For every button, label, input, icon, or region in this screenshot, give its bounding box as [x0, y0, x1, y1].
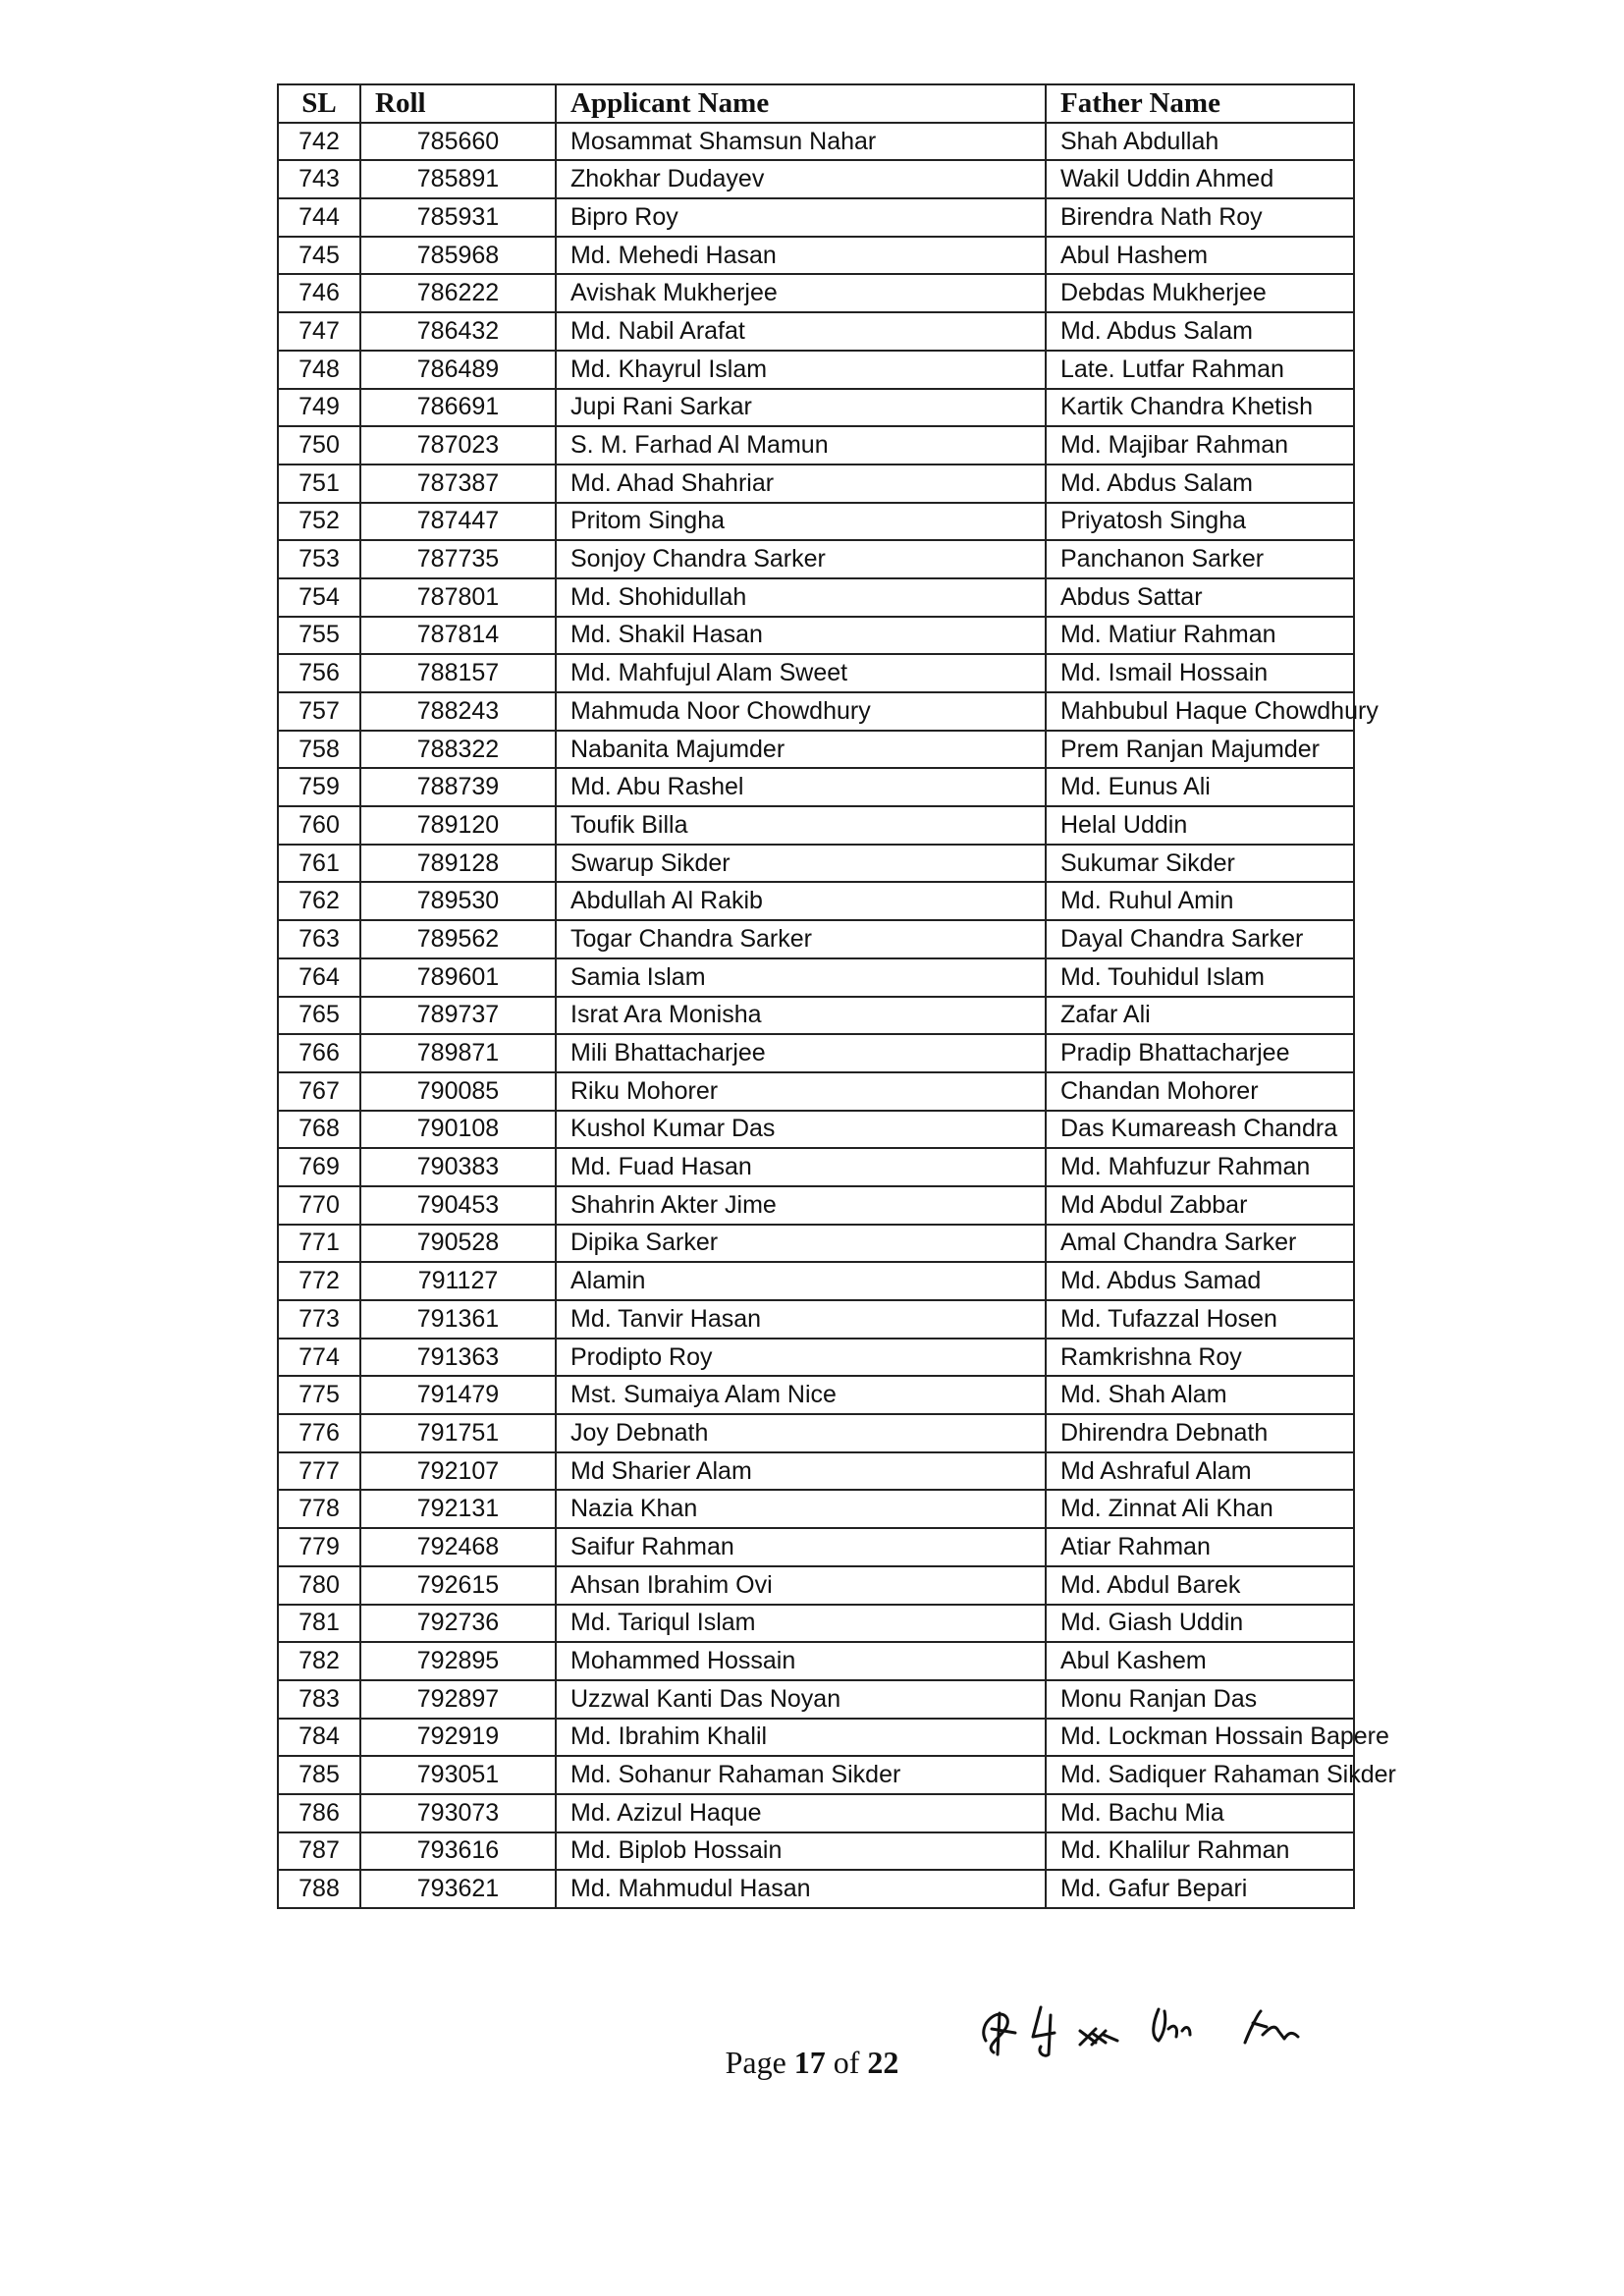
- cell-roll: 786489: [360, 351, 556, 389]
- cell-father-name: Abdus Sattar: [1046, 578, 1354, 617]
- cell-sl: 782: [278, 1642, 360, 1680]
- cell-sl: 750: [278, 426, 360, 465]
- cell-roll: 787387: [360, 465, 556, 503]
- cell-sl: 787: [278, 1832, 360, 1871]
- cell-applicant-name: Md Sharier Alam: [556, 1452, 1046, 1491]
- cell-applicant-name: Md. Abu Rashel: [556, 768, 1046, 806]
- table-row: [278, 503, 1354, 541]
- cell-roll: 792736: [360, 1605, 556, 1643]
- cell-sl: 742: [278, 123, 360, 161]
- table-row: [278, 426, 1354, 465]
- cell-roll: 787801: [360, 578, 556, 617]
- cell-sl: 756: [278, 654, 360, 692]
- cell-applicant-name: Nabanita Majumder: [556, 731, 1046, 769]
- cell-roll: 786222: [360, 274, 556, 312]
- cell-roll: 792468: [360, 1528, 556, 1566]
- cell-father-name: Debdas Mukherjee: [1046, 274, 1354, 312]
- table-row: [278, 1186, 1354, 1225]
- cell-applicant-name: Uzzwal Kanti Das Noyan: [556, 1680, 1046, 1719]
- cell-father-name: Md. Ruhul Amin: [1046, 882, 1354, 920]
- cell-father-name: Priyatosh Singha: [1046, 503, 1354, 541]
- header-applicant-name: Applicant Name: [556, 84, 1046, 123]
- cell-applicant-name: Md. Fuad Hasan: [556, 1148, 1046, 1186]
- table-row: [278, 654, 1354, 692]
- cell-sl: 758: [278, 731, 360, 769]
- cell-father-name: Md. Abdul Barek: [1046, 1566, 1354, 1605]
- page-word: Page: [725, 2045, 786, 2080]
- cell-roll: 785968: [360, 237, 556, 275]
- cell-sl: 765: [278, 997, 360, 1035]
- cell-sl: 743: [278, 160, 360, 198]
- cell-applicant-name: Mili Bhattacharjee: [556, 1034, 1046, 1072]
- table-row: [278, 768, 1354, 806]
- page-footer: [0, 2045, 1624, 2081]
- table-row: [278, 540, 1354, 578]
- cell-roll: 787814: [360, 617, 556, 655]
- cell-father-name: Md Ashraful Alam: [1046, 1452, 1354, 1491]
- cell-father-name: Md. Abdus Salam: [1046, 312, 1354, 351]
- cell-roll: 792615: [360, 1566, 556, 1605]
- table-row: [278, 958, 1354, 997]
- cell-applicant-name: Md. Mehedi Hasan: [556, 237, 1046, 275]
- table-row: [278, 1756, 1354, 1794]
- cell-roll: 792107: [360, 1452, 556, 1491]
- cell-applicant-name: Israt Ara Monisha: [556, 997, 1046, 1035]
- cell-sl: 761: [278, 845, 360, 883]
- table-row: [278, 692, 1354, 731]
- cell-father-name: Panchanon Sarker: [1046, 540, 1354, 578]
- cell-applicant-name: Swarup Sikder: [556, 845, 1046, 883]
- signature-4: [1154, 2009, 1190, 2041]
- table-row: [278, 845, 1354, 883]
- cell-sl: 777: [278, 1452, 360, 1491]
- cell-roll: 789562: [360, 920, 556, 958]
- cell-roll: 789601: [360, 958, 556, 997]
- cell-sl: 773: [278, 1300, 360, 1339]
- cell-applicant-name: Md. Ahad Shahriar: [556, 465, 1046, 503]
- cell-sl: 760: [278, 806, 360, 845]
- table-row: [278, 1566, 1354, 1605]
- cell-roll: 785660: [360, 123, 556, 161]
- cell-applicant-name: Kushol Kumar Das: [556, 1111, 1046, 1149]
- cell-roll: 789737: [360, 997, 556, 1035]
- table-row: [278, 1719, 1354, 1757]
- cell-applicant-name: Md. Sohanur Rahaman Sikder: [556, 1756, 1046, 1794]
- cell-father-name: Amal Chandra Sarker: [1046, 1225, 1354, 1263]
- applicant-table: [277, 83, 1396, 1909]
- table-row: [278, 1072, 1354, 1111]
- cell-applicant-name: Samia Islam: [556, 958, 1046, 997]
- cell-applicant-name: Md. Azizul Haque: [556, 1794, 1046, 1832]
- cell-applicant-name: Pritom Singha: [556, 503, 1046, 541]
- header-sl: SL: [278, 84, 360, 123]
- cell-father-name: Md. Abdus Salam: [1046, 465, 1354, 503]
- cell-roll: 786432: [360, 312, 556, 351]
- cell-roll: 792919: [360, 1719, 556, 1757]
- table-row: [278, 1870, 1354, 1908]
- cell-applicant-name: S. M. Farhad Al Mamun: [556, 426, 1046, 465]
- cell-father-name: Dhirendra Debnath: [1046, 1414, 1354, 1452]
- cell-applicant-name: Mohammed Hossain: [556, 1642, 1046, 1680]
- cell-sl: 747: [278, 312, 360, 351]
- cell-applicant-name: Md. Nabil Arafat: [556, 312, 1046, 351]
- cell-father-name: Md. Khalilur Rahman: [1046, 1832, 1354, 1871]
- table-row: [278, 617, 1354, 655]
- cell-sl: 752: [278, 503, 360, 541]
- table-row: [278, 1148, 1354, 1186]
- cell-applicant-name: Md. Tanvir Hasan: [556, 1300, 1046, 1339]
- table-row: [278, 1034, 1354, 1072]
- cell-applicant-name: Md. Biplob Hossain: [556, 1832, 1046, 1871]
- cell-father-name: Das Kumareash Chandra: [1046, 1111, 1354, 1149]
- cell-applicant-name: Togar Chandra Sarker: [556, 920, 1046, 958]
- cell-applicant-name: Zhokhar Dudayev: [556, 160, 1046, 198]
- cell-sl: 763: [278, 920, 360, 958]
- table-row: [278, 1680, 1354, 1719]
- table-row: [278, 1642, 1354, 1680]
- cell-roll: 788157: [360, 654, 556, 692]
- cell-father-name: Md. Touhidul Islam: [1046, 958, 1354, 997]
- table-row: [278, 997, 1354, 1035]
- cell-roll: 787735: [360, 540, 556, 578]
- cell-sl: 786: [278, 1794, 360, 1832]
- cell-roll: 790108: [360, 1111, 556, 1149]
- cell-sl: 780: [278, 1566, 360, 1605]
- cell-father-name: Md. Sadiquer Rahaman Sikder: [1046, 1756, 1354, 1794]
- cell-roll: 792895: [360, 1642, 556, 1680]
- cell-father-name: Md. Giash Uddin: [1046, 1605, 1354, 1643]
- table-row: [278, 465, 1354, 503]
- cell-father-name: Prem Ranjan Majumder: [1046, 731, 1354, 769]
- cell-roll: 791751: [360, 1414, 556, 1452]
- cell-father-name: Late. Lutfar Rahman: [1046, 351, 1354, 389]
- cell-roll: 785931: [360, 198, 556, 237]
- cell-applicant-name: Md. Ibrahim Khalil: [556, 1719, 1046, 1757]
- of-word: of: [833, 2045, 860, 2080]
- cell-applicant-name: Dipika Sarker: [556, 1225, 1046, 1263]
- cell-father-name: Atiar Rahman: [1046, 1528, 1354, 1566]
- table-row: [278, 1605, 1354, 1643]
- cell-roll: 793621: [360, 1870, 556, 1908]
- cell-sl: 751: [278, 465, 360, 503]
- cell-sl: 744: [278, 198, 360, 237]
- cell-applicant-name: Joy Debnath: [556, 1414, 1046, 1452]
- cell-father-name: Chandan Mohorer: [1046, 1072, 1354, 1111]
- signature-3: [1080, 2029, 1117, 2045]
- cell-father-name: Sukumar Sikder: [1046, 845, 1354, 883]
- cell-roll: 785891: [360, 160, 556, 198]
- cell-roll: 790453: [360, 1186, 556, 1225]
- cell-applicant-name: Bipro Roy: [556, 198, 1046, 237]
- cell-sl: 767: [278, 1072, 360, 1111]
- cell-applicant-name: Alamin: [556, 1262, 1046, 1300]
- cell-applicant-name: Md. Khayrul Islam: [556, 351, 1046, 389]
- table-header-row: [278, 84, 1354, 123]
- table-row: [278, 237, 1354, 275]
- table-row: [278, 920, 1354, 958]
- cell-applicant-name: Md. Mahmudul Hasan: [556, 1870, 1046, 1908]
- table-row: [278, 1111, 1354, 1149]
- table-row: [278, 1262, 1354, 1300]
- table-row: [278, 1376, 1354, 1414]
- table-row: [278, 160, 1354, 198]
- cell-applicant-name: Prodipto Roy: [556, 1339, 1046, 1377]
- cell-roll: 793051: [360, 1756, 556, 1794]
- cell-father-name: Md. Ismail Hossain: [1046, 654, 1354, 692]
- cell-roll: 791363: [360, 1339, 556, 1377]
- cell-father-name: Md. Bachu Mia: [1046, 1794, 1354, 1832]
- table-row: [278, 1528, 1354, 1566]
- cell-roll: 788243: [360, 692, 556, 731]
- cell-applicant-name: Toufik Billa: [556, 806, 1046, 845]
- cell-father-name: Md. Shah Alam: [1046, 1376, 1354, 1414]
- cell-roll: 793073: [360, 1794, 556, 1832]
- table-row: [278, 123, 1354, 161]
- cell-sl: 754: [278, 578, 360, 617]
- cell-father-name: Mahbubul Haque Chowdhury: [1046, 692, 1354, 731]
- table-row: [278, 389, 1354, 427]
- cell-roll: 789128: [360, 845, 556, 883]
- cell-sl: 788: [278, 1870, 360, 1908]
- table-row: [278, 1794, 1354, 1832]
- cell-father-name: Md. Lockman Hossain Bapere: [1046, 1719, 1354, 1757]
- table-row: [278, 351, 1354, 389]
- cell-sl: 783: [278, 1680, 360, 1719]
- cell-roll: 786691: [360, 389, 556, 427]
- cell-sl: 755: [278, 617, 360, 655]
- cell-father-name: Md Abdul Zabbar: [1046, 1186, 1354, 1225]
- cell-roll: 792131: [360, 1490, 556, 1528]
- cell-sl: 748: [278, 351, 360, 389]
- table-row: [278, 1339, 1354, 1377]
- cell-roll: 793616: [360, 1832, 556, 1871]
- cell-sl: 774: [278, 1339, 360, 1377]
- signature-5: [1245, 2011, 1298, 2043]
- cell-applicant-name: Md. Shakil Hasan: [556, 617, 1046, 655]
- cell-father-name: Wakil Uddin Ahmed: [1046, 160, 1354, 198]
- cell-applicant-name: Avishak Mukherjee: [556, 274, 1046, 312]
- table-row: [278, 578, 1354, 617]
- table-row: [278, 1300, 1354, 1339]
- cell-applicant-name: Md. Mahfujul Alam Sweet: [556, 654, 1046, 692]
- cell-sl: 759: [278, 768, 360, 806]
- cell-father-name: Shah Abdullah: [1046, 123, 1354, 161]
- cell-sl: 768: [278, 1111, 360, 1149]
- cell-roll: 789530: [360, 882, 556, 920]
- cell-father-name: Birendra Nath Roy: [1046, 198, 1354, 237]
- table-row: [278, 1490, 1354, 1528]
- cell-applicant-name: Md. Shohidullah: [556, 578, 1046, 617]
- page-total: 22: [867, 2045, 899, 2080]
- cell-roll: 790528: [360, 1225, 556, 1263]
- cell-applicant-name: Jupi Rani Sarkar: [556, 389, 1046, 427]
- cell-sl: 785: [278, 1756, 360, 1794]
- cell-applicant-name: Shahrin Akter Jime: [556, 1186, 1046, 1225]
- cell-sl: 762: [278, 882, 360, 920]
- table-row: [278, 312, 1354, 351]
- cell-applicant-name: Abdullah Al Rakib: [556, 882, 1046, 920]
- cell-father-name: Abul Hashem: [1046, 237, 1354, 275]
- cell-roll: 788322: [360, 731, 556, 769]
- table-row: [278, 882, 1354, 920]
- cell-roll: 789120: [360, 806, 556, 845]
- cell-sl: 746: [278, 274, 360, 312]
- cell-sl: 769: [278, 1148, 360, 1186]
- table-row: [278, 198, 1354, 237]
- cell-father-name: Md. Gafur Bepari: [1046, 1870, 1354, 1908]
- cell-sl: 753: [278, 540, 360, 578]
- cell-father-name: Md. Matiur Rahman: [1046, 617, 1354, 655]
- header-roll: Roll: [360, 84, 556, 123]
- cell-applicant-name: Md. Tariqul Islam: [556, 1605, 1046, 1643]
- cell-father-name: Md. Eunus Ali: [1046, 768, 1354, 806]
- cell-sl: 779: [278, 1528, 360, 1566]
- cell-sl: 771: [278, 1225, 360, 1263]
- cell-sl: 770: [278, 1186, 360, 1225]
- cell-applicant-name: Nazia Khan: [556, 1490, 1046, 1528]
- cell-roll: 790085: [360, 1072, 556, 1111]
- cell-roll: 792897: [360, 1680, 556, 1719]
- cell-sl: 776: [278, 1414, 360, 1452]
- cell-applicant-name: Ahsan Ibrahim Ovi: [556, 1566, 1046, 1605]
- cell-sl: 757: [278, 692, 360, 731]
- cell-sl: 775: [278, 1376, 360, 1414]
- table-row: [278, 1414, 1354, 1452]
- cell-roll: 789871: [360, 1034, 556, 1072]
- cell-applicant-name: Saifur Rahman: [556, 1528, 1046, 1566]
- cell-father-name: Kartik Chandra Khetish: [1046, 389, 1354, 427]
- cell-sl: 784: [278, 1719, 360, 1757]
- cell-father-name: Md. Majibar Rahman: [1046, 426, 1354, 465]
- cell-father-name: Monu Ranjan Das: [1046, 1680, 1354, 1719]
- cell-sl: 749: [278, 389, 360, 427]
- cell-father-name: Zafar Ali: [1046, 997, 1354, 1035]
- cell-father-name: Helal Uddin: [1046, 806, 1354, 845]
- cell-roll: 791479: [360, 1376, 556, 1414]
- cell-sl: 766: [278, 1034, 360, 1072]
- cell-roll: 787023: [360, 426, 556, 465]
- cell-sl: 764: [278, 958, 360, 997]
- table-row: [278, 1452, 1354, 1491]
- cell-roll: 790383: [360, 1148, 556, 1186]
- cell-father-name: Abul Kashem: [1046, 1642, 1354, 1680]
- cell-applicant-name: Mosammat Shamsun Nahar: [556, 123, 1046, 161]
- table-row: [278, 806, 1354, 845]
- cell-roll: 787447: [360, 503, 556, 541]
- cell-sl: 781: [278, 1605, 360, 1643]
- cell-roll: 788739: [360, 768, 556, 806]
- cell-sl: 778: [278, 1490, 360, 1528]
- cell-father-name: Md. Mahfuzur Rahman: [1046, 1148, 1354, 1186]
- cell-father-name: Pradip Bhattacharjee: [1046, 1034, 1354, 1072]
- cell-father-name: Md. Abdus Samad: [1046, 1262, 1354, 1300]
- cell-father-name: Ramkrishna Roy: [1046, 1339, 1354, 1377]
- table-body: [278, 123, 1396, 1908]
- header-father-name: Father Name: [1046, 84, 1354, 123]
- cell-father-name: Dayal Chandra Sarker: [1046, 920, 1354, 958]
- cell-sl: 745: [278, 237, 360, 275]
- page-current: 17: [793, 2045, 826, 2080]
- cell-roll: 791127: [360, 1262, 556, 1300]
- cell-applicant-name: Mst. Sumaiya Alam Nice: [556, 1376, 1046, 1414]
- table-row: [278, 731, 1354, 769]
- cell-applicant-name: Riku Mohorer: [556, 1072, 1046, 1111]
- table-row: [278, 1225, 1354, 1263]
- cell-roll: 791361: [360, 1300, 556, 1339]
- cell-applicant-name: Sonjoy Chandra Sarker: [556, 540, 1046, 578]
- cell-father-name: Md. Zinnat Ali Khan: [1046, 1490, 1354, 1528]
- table-row: [278, 274, 1354, 312]
- cell-father-name: Md. Tufazzal Hosen: [1046, 1300, 1354, 1339]
- cell-sl: 772: [278, 1262, 360, 1300]
- cell-applicant-name: Mahmuda Noor Chowdhury: [556, 692, 1046, 731]
- table-row: [278, 1832, 1354, 1871]
